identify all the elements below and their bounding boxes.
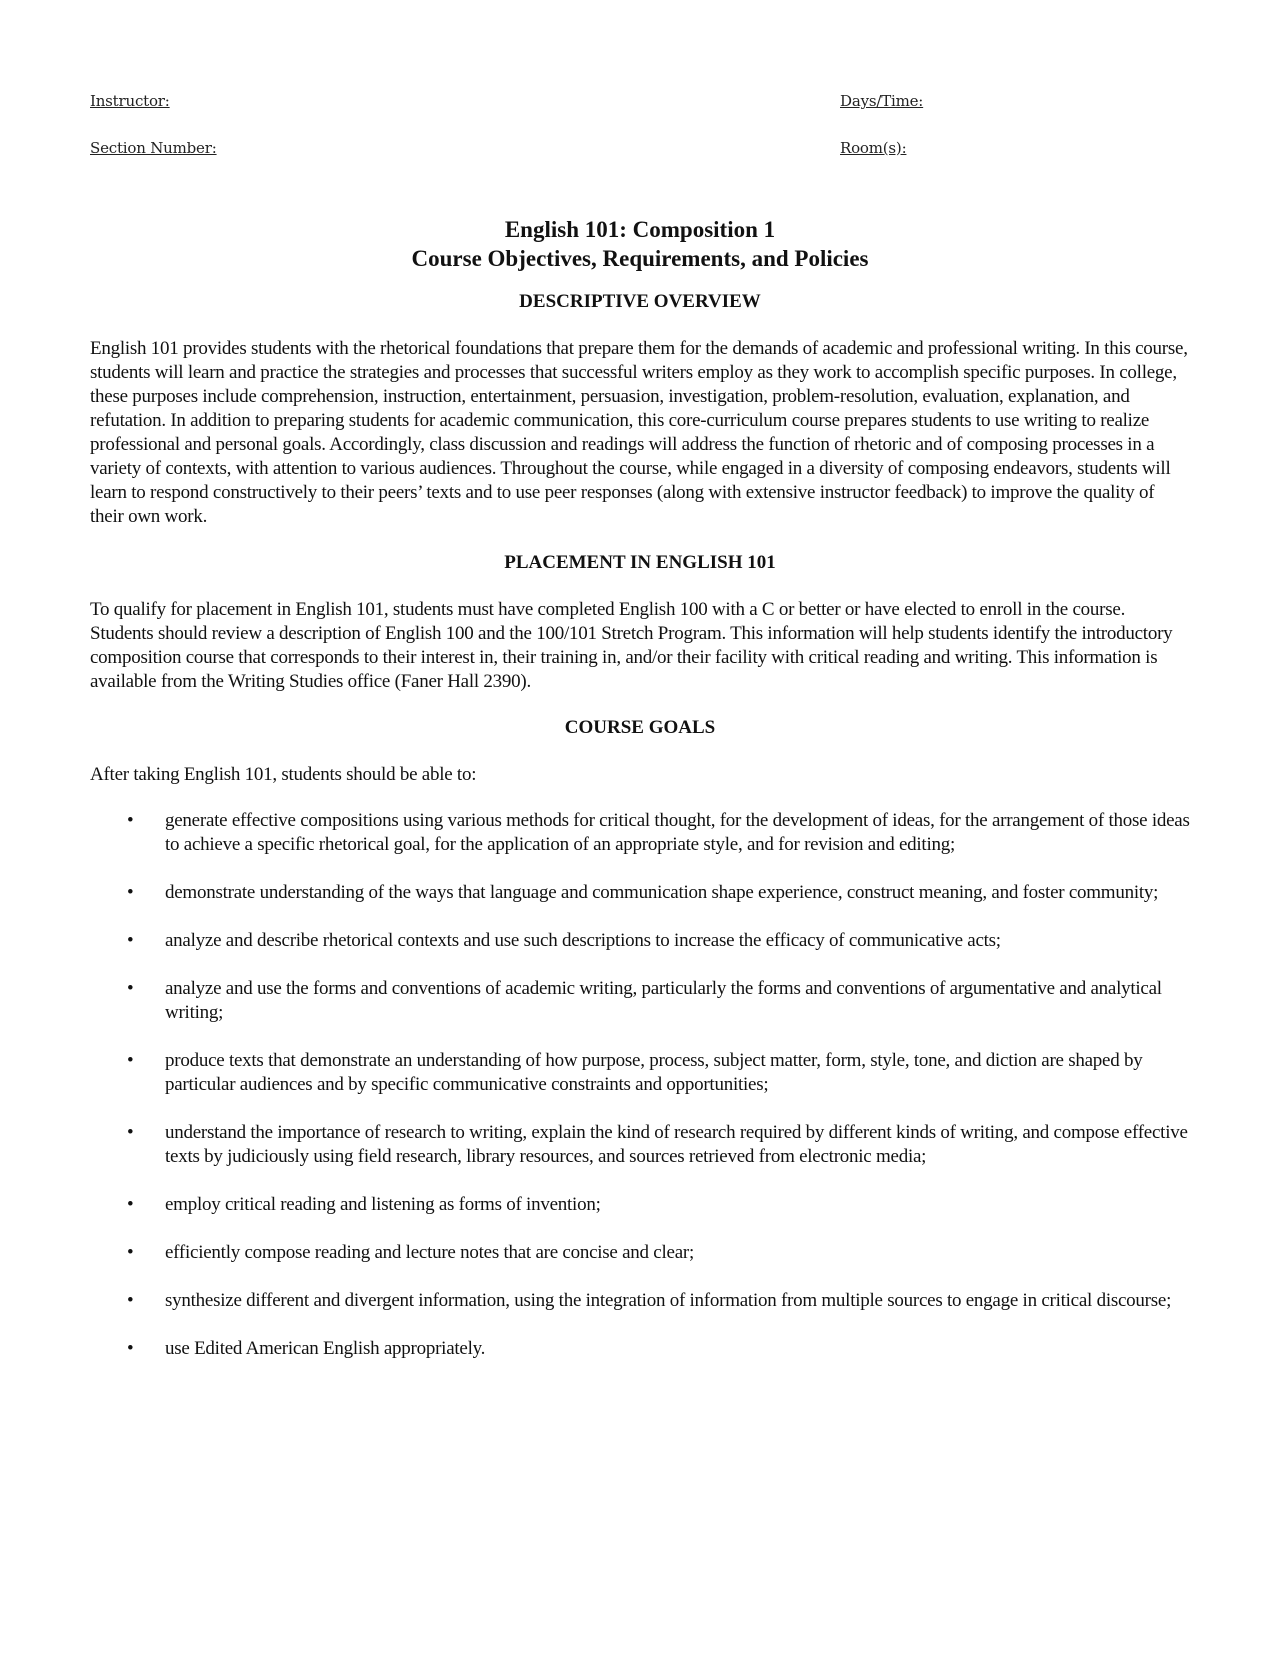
- bullet-icon: •: [127, 810, 134, 831]
- list-item: [90, 1289, 1190, 1313]
- bullet-icon: •: [127, 1290, 134, 1311]
- list-item: [90, 809, 1190, 857]
- list-item: [90, 1193, 1190, 1217]
- list-item: [90, 881, 1190, 905]
- list-item: [90, 1241, 1190, 1265]
- instructor-label: Instructor:: [90, 92, 170, 110]
- bullet-icon: •: [127, 882, 134, 903]
- bullet-icon: •: [127, 1242, 134, 1263]
- overview-paragraph: English 101 provides students with the rhetorical foundations that prepare them for the demands of academic and professional writing. In this course, students will learn and practice the strategies and processes that successful writers employ as they work to accomplish specific purposes. In college, these purposes include comprehension, instruction, entertainment, persuasion, investigation, problem-resolution, evaluation, explanation, and refutation. In addition to preparing students for academic communication, this core-curriculum course prepares students to use writing to realize professional and personal goals. Accordingly, class discussion and readings will address the function of rhetoric and of composing processes in a variety of contexts, with attention to various audiences. Throughout the course, while engaged in a diversity of composing endeavors, students will learn to respond constructively to their peers’ texts and to use peer responses (along with extensive instructor feedback) to improve the quality of their own work.: [90, 338, 1188, 527]
- bullet-icon: •: [127, 1338, 134, 1359]
- course-subtitle: Course Objectives, Requirements, and Policies: [411, 246, 869, 271]
- list-item: [90, 1121, 1190, 1169]
- goal-text: demonstrate understanding of the ways that language and communication shape experience, construct meaning, and foster community;: [165, 882, 1159, 903]
- section-number-label: Section Number:: [90, 139, 217, 157]
- placement-paragraph: To qualify for placement in English 101, students must have completed English 100 with a C or better or have elected to enroll in the course. Students should review a description of English 100 and the 100/101 Stretch Program. This information will help students identify the introductory composition course that corresponds to their interest in, their training in, and/or their facility with critical reading and writing. This information is available from the Writing Studies office (Faner Hall 2390).: [90, 599, 1173, 692]
- goal-text: produce texts that demonstrate an understanding of how purpose, process, subject matter, form, style, tone, and diction are shaped by particular audiences and by specific communicative constraints and opportunities;: [165, 1050, 1143, 1095]
- bullet-icon: •: [127, 930, 134, 951]
- list-item: [90, 1049, 1190, 1097]
- placement-heading: PLACEMENT IN ENGLISH 101: [504, 552, 776, 573]
- days-time-label: Days/Time:: [840, 92, 924, 110]
- goal-text: employ critical reading and listening as forms of invention;: [165, 1194, 601, 1215]
- course-goals-intro: After taking English 101, students should be able to:: [90, 764, 477, 785]
- goal-text: understand the importance of research to writing, explain the kind of research required by different kinds of writing, and compose effective texts by judiciously using field research, library resources, and sources retrieved from electronic media;: [165, 1122, 1188, 1167]
- overview-heading: DESCRIPTIVE OVERVIEW: [519, 291, 761, 312]
- bullet-icon: •: [127, 1122, 134, 1143]
- bullet-icon: •: [127, 978, 134, 999]
- course-goals-heading: COURSE GOALS: [564, 717, 716, 738]
- goal-text: synthesize different and divergent information, using the integration of information from multiple sources to engage in critical discourse;: [165, 1290, 1172, 1311]
- goal-text: generate effective compositions using various methods for critical thought, for the development of ideas, for the arrangement of those ideas to achieve a specific rhetorical goal, for the application of an appropriate style, and for revision and editing;: [165, 810, 1190, 855]
- list-item: [90, 929, 1190, 953]
- goal-text: efficiently compose reading and lecture notes that are concise and clear;: [165, 1242, 694, 1263]
- bullet-icon: •: [127, 1050, 134, 1071]
- course-title: English 101: Composition 1: [504, 217, 776, 242]
- list-item: [90, 1337, 1190, 1361]
- goal-text: analyze and use the forms and conventions of academic writing, particularly the forms and conventions of argumentative and analytical writing;: [165, 978, 1162, 1023]
- list-item: [90, 977, 1190, 1025]
- goal-text: use Edited American English appropriately.: [165, 1338, 486, 1359]
- bullet-icon: •: [127, 1194, 134, 1215]
- goal-text: analyze and describe rhetorical contexts and use such descriptions to increase the efficacy of communicative acts;: [165, 930, 1001, 951]
- rooms-label: Room(s):: [840, 139, 907, 157]
- document-body: [90, 215, 1190, 1385]
- course-goals-list: [90, 809, 1190, 1361]
